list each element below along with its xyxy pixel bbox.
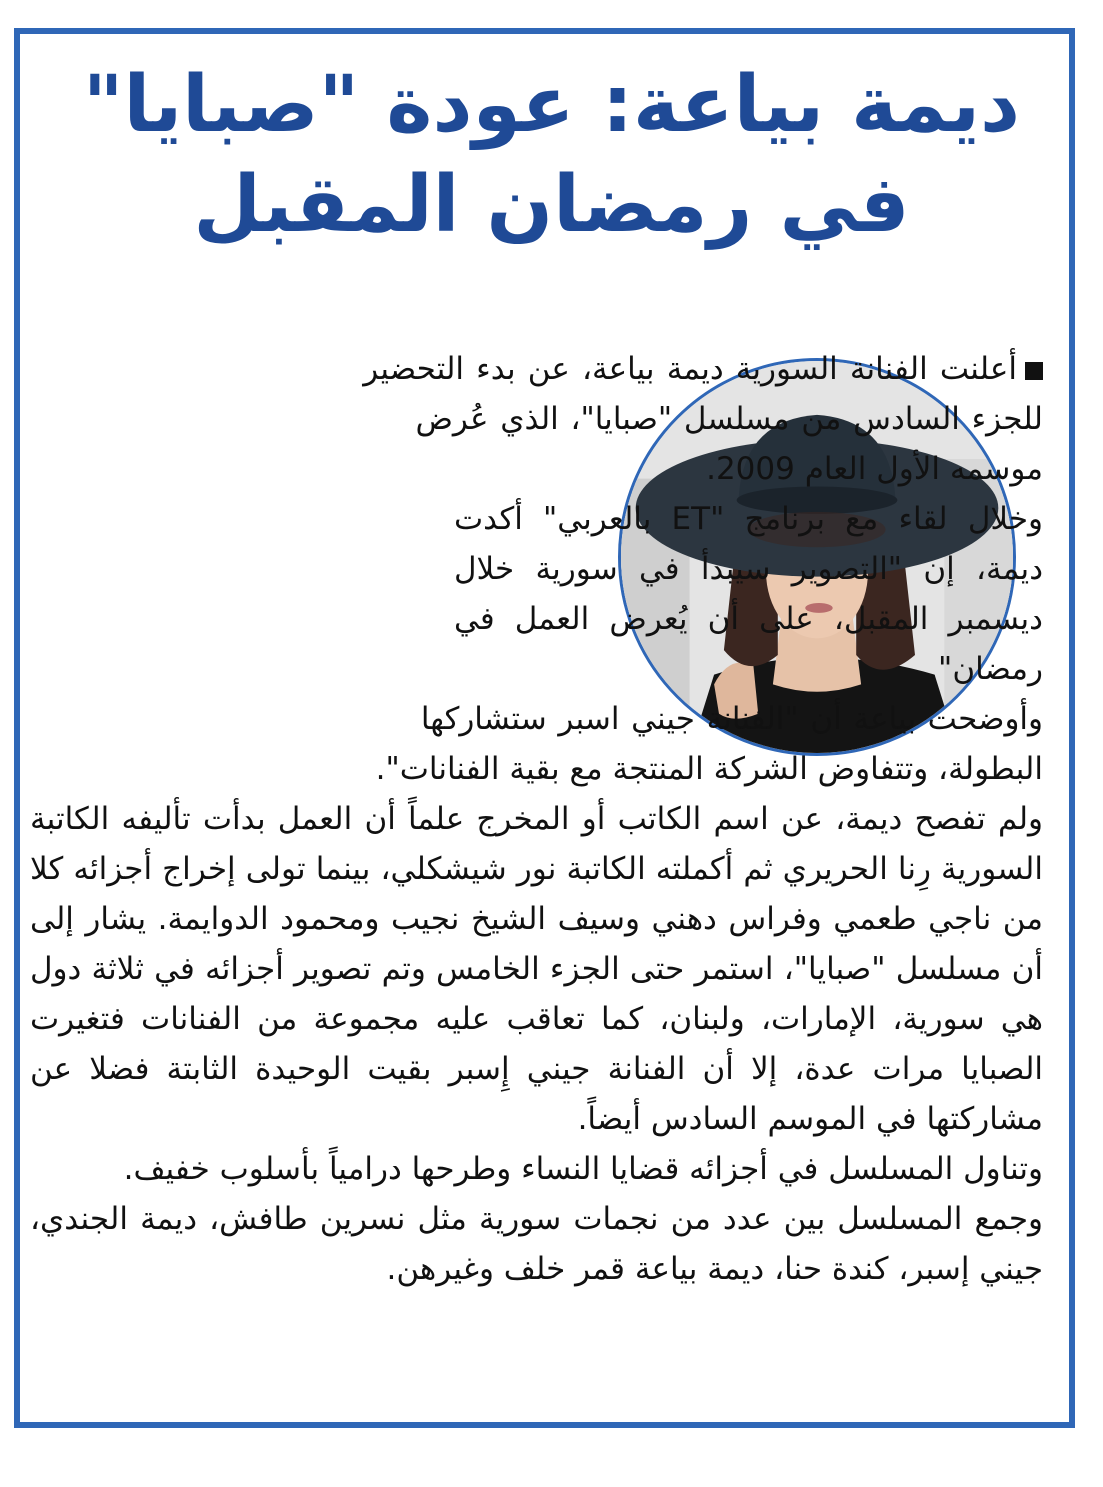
square-bullet-icon — [1025, 362, 1043, 380]
photo-wrap-spacer — [30, 344, 450, 784]
paragraph-3: وأوضحت بياعة أن "الفنانة جيني اسبر ستشاركها البطولة، وتتفاوض الشركة المنتجة مع بقية الفنانات". — [375, 701, 1043, 787]
headline-line-1: ديمة بياعة: عودة "صبايا" — [82, 60, 1021, 150]
paragraph-5: وتناول المسلسل في أجزائه قضايا النساء وطرحها درامياً بأسلوب خفيف. — [123, 1151, 1043, 1187]
headline — [30, 56, 1073, 256]
paragraph-6: وجمع المسلسل بين عدد من نجمات سورية مثل نسرين طافش، ديمة الجندي، جيني إسبر، كندة حنا، ديمة بياعة قمر خلف وغيرهن. — [30, 1201, 1043, 1287]
article-body — [30, 344, 1043, 1294]
paragraph-2: وخلال لقاء مع برنامج "ET بالعربي" أكدت ديمة، إن "التصوير سيبدأ في سورية خلال ديسمبر المقبل، على أن يُعرض العمل في رمضان". — [454, 501, 1043, 687]
paragraph-1-text: أعلنت الفنانة السورية ديمة بياعة، عن بدء التحضير للجزء السادس من مسلسل "صبايا"، الذي عُرض موسمه الأول العام 2009. — [363, 351, 1043, 487]
headline-line-2: في رمضان المقبل — [193, 159, 910, 250]
paragraph-4: ولم تفصح ديمة، عن اسم الكاتب أو المخرج علماً أن العمل بدأت تأليفه الكاتبة السورية رِنا الحريري ثم أكملته الكاتبة نور شيشكلي، بينما تولى إخراج أجزائه كلا من ناجي طعمي وفراس دهني وسيف الشيخ نجيب ومحمود الدوايمة. يشار إلى أن مسلسل "صبايا"، استمر حتى الجزء الخامس وتم تصوير أجزائه في ثلاثة دول هي سورية، الإمارات، ولبنان، كما تعاقب عليه مجموعة من الفنانات فتغيرت الصبايا مرات عدة، إلا أن الفنانة جيني إِسبر بقيت الوحيدة الثابتة فضلا عن مشاركتها في الموسم السادس أيضاً. — [30, 801, 1043, 1137]
